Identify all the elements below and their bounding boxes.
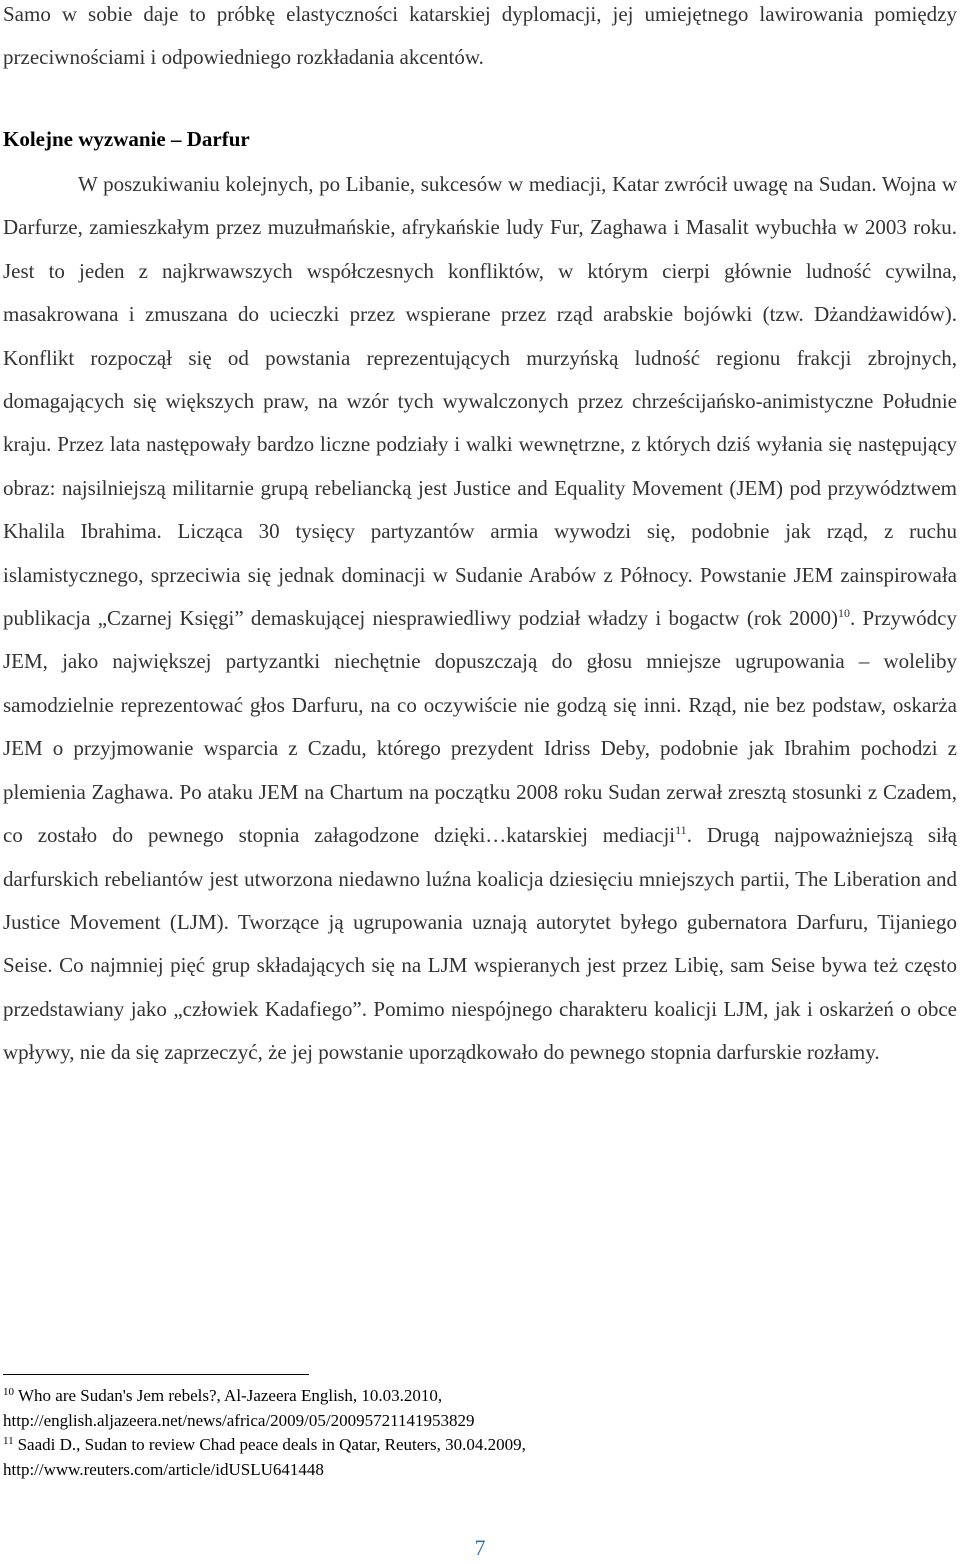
footnote-10 bbox=[3, 1384, 943, 1433]
footnote-text: Saadi D., Sudan to review Chad peace deals in Qatar, Reuters, 30.04.2009, bbox=[17, 1435, 526, 1454]
footnote-ref-10[interactable]: 10 bbox=[838, 606, 851, 621]
footnotes bbox=[3, 1384, 943, 1482]
footnote-link[interactable]: http://www.reuters.com/article/idUSLU641448 bbox=[3, 1459, 324, 1479]
body-text-part-3: . Drugą najpoważniejszą siłą darfurskich rebeliantów jest utworzona niedawno luźna koalicja dziesięciu mniejszych partii, The Liberation and Justice Movement (LJM). Tworzące ją ugrupowania uznają autorytet byłego gubernatora Darfuru, Tijaniego Seise. Co najmniej pięć grup składających się na LJM wspieranych jest przez Libię, sam Seise bywa też często przedstawiany jako „człowiek Kadafiego”. Pomimo niespójnego charakteru koalicji LJM, jak i oskarżeń o obce wpływy, nie da się zaprzeczyć, że jej powstanie uporządkowało do pewnego stopnia darfurskie rozłamy. bbox=[3, 823, 957, 1065]
body-text-part-1: W poszukiwaniu kolejnych, po Libanie, sukcesów w mediacji, Katar zwrócił uwagę na Sudan. Wojna w Darfurze, zamieszkałym przez muzułmańskie, afrykańskie ludy Fur, Zaghawa i Masalit wybuchła w 2003 roku. Jest to jeden z najkrwawszych współczesnych konfliktów, w którym cierpi głównie ludność cywilna, masakrowana i zmuszana do ucieczki przez wspierane przez rząd arabskie bojówki (tzw. Dżandżawidów). Konflikt rozpoczął się od powstania reprezentujących murzyńską ludność regionu frakcji zbrojnych, domagających się większych praw, na wzór tych wywalczonych przez chrześcijańsko-animistyczne Południe kraju. Przez lata następowały bardzo liczne podziały i walki wewnętrzne, z których dziś wyłania się następujący obraz: najsilniejszą militarnie grupą rebeliancką jest Justice and Equality Movement (JEM) pod przywództwem Khalila Ibrahima. Licząca 30 tysięcy partyzantów armia wywodzi się, podobnie jak rząd, z ruchu islamistycznego, sprzeciwia się jednak dominacji w Sudanie Arabów z Północy. Powstanie JEM zainspirowała publikacja „Czarnej Księgi” demaskującej niesprawiedliwy podział władzy i bogactw (rok 2000) bbox=[3, 172, 957, 631]
footnote-link[interactable]: http://english.aljazeera.net/news/africa/2009/05/20095721141953829 bbox=[3, 1410, 475, 1430]
intro-paragraph: Samo w sobie daje to próbkę elastyczności katarskiej dyplomacji, jej umiejętnego lawirowania pomiędzy przeciwnościami i odpowiedniego rozkładania akcentów. bbox=[3, 2, 957, 70]
footnote-11 bbox=[3, 1433, 943, 1482]
body-paragraph bbox=[3, 163, 957, 1075]
page-number: 7 bbox=[474, 1535, 486, 1560]
footnote-separator bbox=[3, 1374, 309, 1375]
footnote-text: Who are Sudan's Jem rebels?, Al-Jazeera English, 10.03.2010, bbox=[18, 1386, 443, 1405]
section-heading: Kolejne wyzwanie – Darfur bbox=[3, 127, 250, 151]
footnote-number: 10 bbox=[3, 1386, 14, 1398]
footnote-number: 11 bbox=[3, 1435, 14, 1447]
footnote-ref-11[interactable]: 11 bbox=[675, 823, 687, 838]
body-text-part-2: . Przywódcy JEM, jako największej partyzantki niechętnie dopuszczają do głosu mniejsze ugrupowania – woleliby samodzielnie reprezentować głos Darfuru, na co oczywiście nie godzą się inni. Rząd, nie bez podstaw, oskarża JEM o przyjmowanie wsparcia z Czadu, którego prezydent Idriss Deby, podobnie jak Ibrahim pochodzi z plemienia Zaghawa. Po ataku JEM na Chartum na początku 2008 roku Sudan zerwał zresztą stosunki z Czadem, co zostało do pewnego stopnia załagodzone dzięki…katarskiej mediacji bbox=[3, 606, 958, 848]
